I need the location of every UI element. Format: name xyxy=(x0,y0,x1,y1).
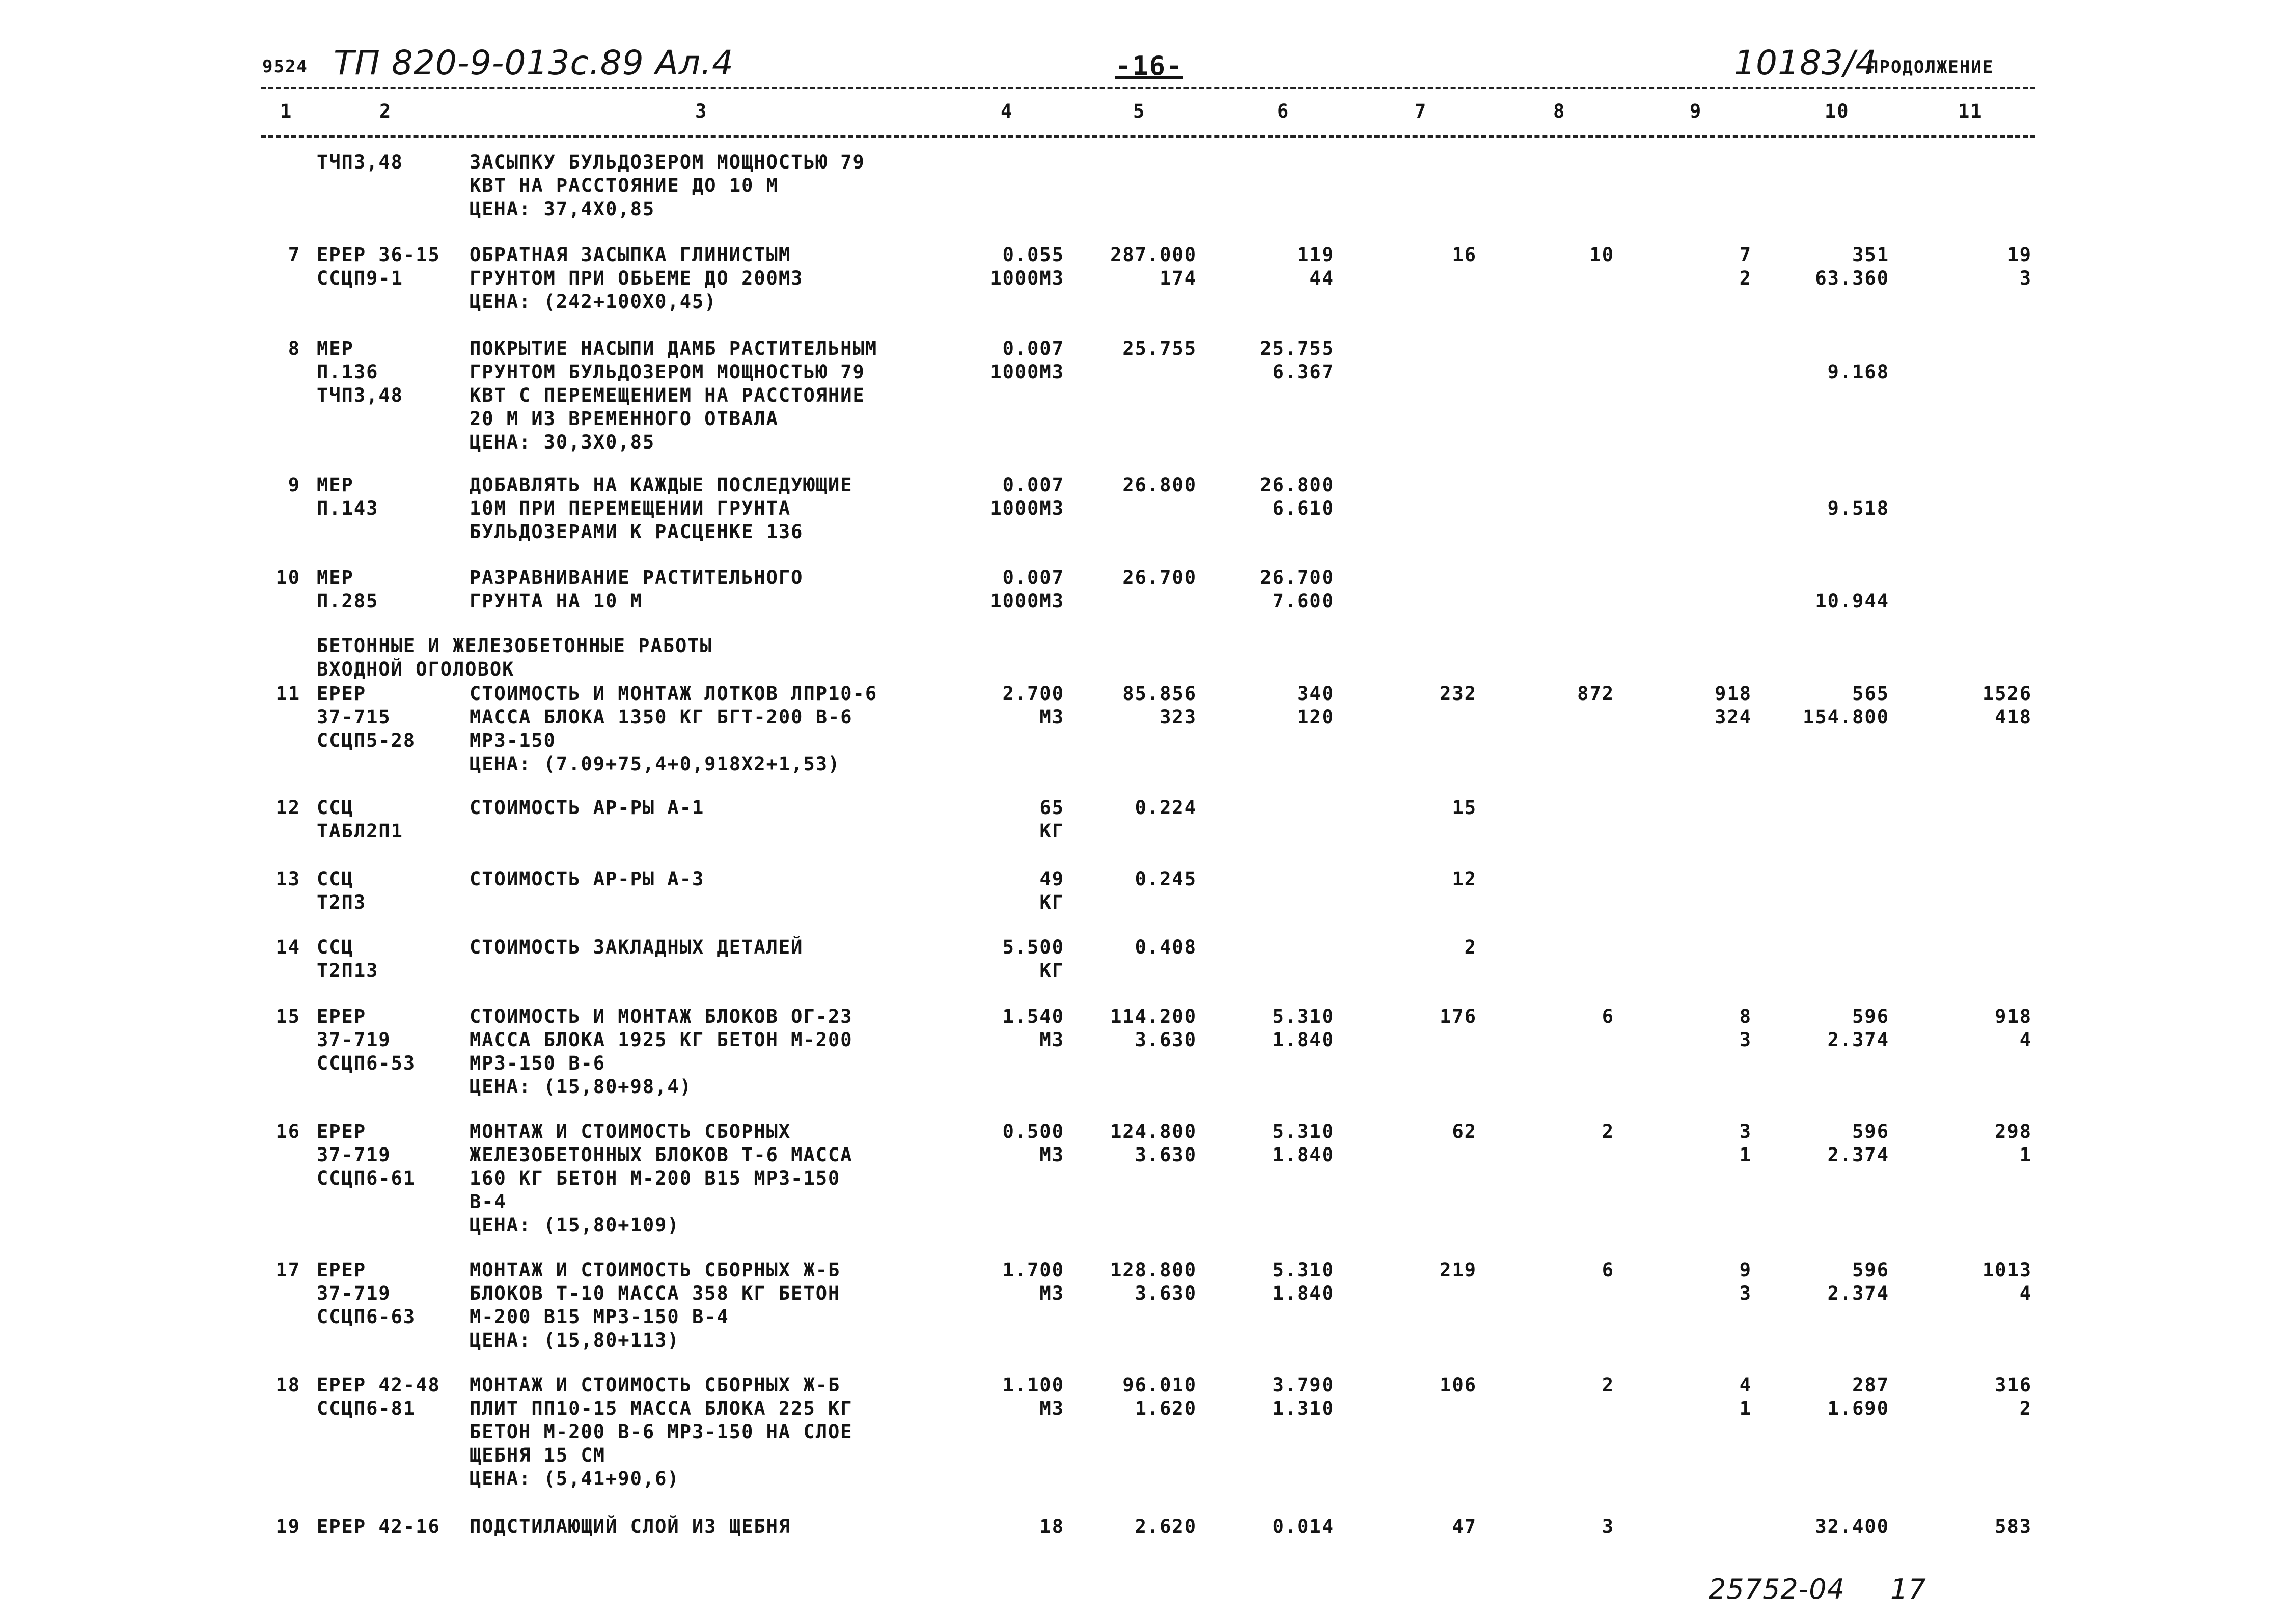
row-col11: 1526 418 xyxy=(1982,683,2032,728)
row-description: РАЗРАВНИВАНИЕ РАСТИТЕЛЬНОГО ГРУНТА НА 10 М xyxy=(470,567,804,612)
row-unit-cost: 114.200 3.630 xyxy=(1110,1005,1197,1051)
row-col7: 16 xyxy=(1452,244,1477,266)
section-heading: БЕТОННЫЕ И ЖЕЛЕЗОБЕТОННЫЕ РАБОТЫ ВХОДНОЙ ОГОЛОВОК xyxy=(317,635,712,680)
row-col7: 62 xyxy=(1452,1121,1477,1142)
column-number-9: 9 xyxy=(1690,100,1702,122)
row-col8: 10 xyxy=(1589,244,1614,266)
row-code: ЕРЕР 37-719 ССЦП6-53 xyxy=(317,1005,416,1074)
document-code: ТП 820-9-013с.89 Ал.4 xyxy=(334,43,734,82)
row-col6: 5.310 1.840 xyxy=(1272,1259,1334,1304)
row-col10: 9.518 xyxy=(1827,497,1889,519)
row-col7: 2 xyxy=(1464,936,1477,958)
row-unit-cost: 26.800 xyxy=(1122,474,1197,496)
row-col11: 583 xyxy=(1995,1516,2032,1537)
row-code: МЕР П.136 ТЧП3,48 xyxy=(317,338,403,406)
row-col8: 6 xyxy=(1602,1005,1614,1027)
row-quantity: 0.007 1000М3 xyxy=(990,567,1064,612)
row-unit-cost: 0.224 xyxy=(1135,797,1197,819)
row-code: ЕРЕР 42-48 ССЦП6-81 xyxy=(317,1374,440,1419)
row-description: ОБРАТНАЯ ЗАСЫПКА ГЛИНИСТЫМ ГРУНТОМ ПРИ ОБЬЕМЕ ДО 200М3 ЦЕНА: (242+100Х0,45) xyxy=(470,244,804,313)
row-description: СТОИМОСТЬ ЗАКЛАДНЫХ ДЕТАЛЕЙ xyxy=(470,936,804,958)
row-col9: 3 1 xyxy=(1739,1121,1752,1166)
row-description: МОНТАЖ И СТОИМОСТЬ СБОРНЫХ Ж-Б БЛОКОВ Т-10 МАССА 358 КГ БЕТОН М-200 В15 МР3-150 В-4 ЦЕНА: (15,80+113) xyxy=(470,1259,841,1351)
row-col7: 176 xyxy=(1440,1005,1477,1027)
row-col8: 3 xyxy=(1602,1516,1614,1537)
row-quantity: 5.500 КГ xyxy=(1002,936,1064,982)
row-col8: 6 xyxy=(1602,1259,1614,1281)
row-unit-cost: 25.755 xyxy=(1122,338,1197,359)
column-number-7: 7 xyxy=(1415,100,1427,122)
row-col7: 12 xyxy=(1452,868,1477,890)
row-col10: 351 63.360 xyxy=(1815,244,1889,289)
row-col9: 4 1 xyxy=(1739,1374,1752,1419)
row-col6: 119 44 xyxy=(1297,244,1334,289)
row-col10: 287 1.690 xyxy=(1827,1374,1889,1419)
row-col10: 9.168 xyxy=(1827,361,1889,383)
row-code: ЕРЕР 42-16 xyxy=(317,1516,440,1537)
row-unit-cost: 2.620 xyxy=(1135,1516,1197,1537)
row-col11: 1013 4 xyxy=(1982,1259,2032,1304)
row-quantity: 65 КГ xyxy=(1039,797,1064,842)
row-number: 14 xyxy=(276,936,300,958)
row-description: ДОБАВЛЯТЬ НА КАЖДЫЕ ПОСЛЕДУЮЩИЕ 10М ПРИ ПЕРЕМЕЩЕНИИ ГРУНТА БУЛЬДОЗЕРАМИ К РАСЦЕНКЕ 136 xyxy=(470,474,853,543)
row-unit-cost: 287.000 174 xyxy=(1110,244,1197,289)
row-col7: 15 xyxy=(1452,797,1477,819)
row-col7: 47 xyxy=(1452,1516,1477,1537)
row-quantity: 1.700 М3 xyxy=(1002,1259,1064,1304)
row-col6: 340 120 xyxy=(1297,683,1334,728)
row-code: МЕР П.143 xyxy=(317,474,379,519)
page-number: -16- xyxy=(1115,51,1183,81)
row-description: СТОИМОСТЬ АР-РЫ А-3 xyxy=(470,868,705,890)
row-number: 16 xyxy=(276,1121,300,1142)
row-col11: 316 2 xyxy=(1995,1374,2032,1419)
row-quantity: 0.007 1000М3 xyxy=(990,338,1064,383)
row-number: 8 xyxy=(288,338,300,359)
row-col6: 5.310 1.840 xyxy=(1272,1005,1334,1051)
row-description: ЗАСЫПКУ БУЛЬДОЗЕРОМ МОЩНОСТЬЮ 79 КВТ НА РАССТОЯНИЕ ДО 10 М ЦЕНА: 37,4Х0,85 xyxy=(470,151,865,220)
row-col6: 26.700 7.600 xyxy=(1260,567,1334,612)
row-col6: 26.800 6.610 xyxy=(1260,474,1334,519)
row-number: 13 xyxy=(276,868,300,890)
document-number: 10183/4 xyxy=(1734,43,1878,82)
row-quantity: 1.540 М3 xyxy=(1002,1005,1064,1051)
row-col10: 565 154.800 xyxy=(1803,683,1889,728)
column-number-10: 10 xyxy=(1825,100,1850,122)
row-description: СТОИМОСТЬ И МОНТАЖ ЛОТКОВ ЛПР10-6 МАССА БЛОКА 1350 КГ БГТ-200 В-6 МР3-150 ЦЕНА: (7.09+75,4+0,918Х2+1,53) xyxy=(470,683,878,775)
row-quantity: 1.100 М3 xyxy=(1002,1374,1064,1419)
row-quantity: 0.500 М3 xyxy=(1002,1121,1064,1166)
row-col6: 0.014 xyxy=(1272,1516,1334,1537)
row-col11: 918 4 xyxy=(1995,1005,2032,1051)
row-code: ЕРЕР 37-719 ССЦП6-61 xyxy=(317,1121,416,1189)
row-number: 19 xyxy=(276,1516,300,1537)
column-number-4: 4 xyxy=(1001,100,1013,122)
row-code: МЕР П.285 xyxy=(317,567,379,612)
row-quantity: 0.007 1000М3 xyxy=(990,474,1064,519)
row-col9: 9 3 xyxy=(1739,1259,1752,1304)
row-description: МОНТАЖ И СТОИМОСТЬ СБОРНЫХ ЖЕЛЕЗОБЕТОННЫХ БЛОКОВ Т-6 МАССА 160 КГ БЕТОН М-200 В15 МР3-150 В-4 ЦЕНА: (15,80+109) xyxy=(470,1121,853,1236)
row-unit-cost: 124.800 3.630 xyxy=(1110,1121,1197,1166)
header-rule-bottom xyxy=(261,135,2035,138)
column-number-6: 6 xyxy=(1277,100,1290,122)
row-col8: 2 xyxy=(1602,1374,1614,1396)
footer-stamp: 25752-04 xyxy=(1709,1573,1845,1605)
row-number: 7 xyxy=(288,244,300,266)
row-description: ПОКРЫТИЕ НАСЫПИ ДАМБ РАСТИТЕЛЬНЫМ ГРУНТОМ БУЛЬДОЗЕРОМ МОЩНОСТЬЮ 79 КВТ С ПЕРЕМЕЩЕНИЕМ НА РАССТОЯНИЕ 20 М ИЗ ВРЕМЕННОГО ОТВАЛА ЦЕНА: 30,3Х0,85 xyxy=(470,338,878,453)
row-col10: 10.944 xyxy=(1815,590,1889,612)
row-number: 11 xyxy=(276,683,300,705)
row-unit-cost: 0.408 xyxy=(1135,936,1197,958)
row-unit-cost: 85.856 323 xyxy=(1122,683,1197,728)
row-col6: 25.755 6.367 xyxy=(1260,338,1334,383)
row-col7: 106 xyxy=(1440,1374,1477,1396)
row-quantity: 2.700 М3 xyxy=(1002,683,1064,728)
row-col7: 219 xyxy=(1440,1259,1477,1281)
row-col9: 8 3 xyxy=(1739,1005,1752,1051)
column-number-8: 8 xyxy=(1553,100,1566,122)
row-number: 10 xyxy=(276,567,300,589)
row-unit-cost: 26.700 xyxy=(1122,567,1197,589)
row-unit-cost: 96.010 1.620 xyxy=(1122,1374,1197,1419)
continuation-label: ПРОДОЛЖЕНИЕ xyxy=(1868,57,1994,77)
row-number: 9 xyxy=(288,474,300,496)
column-number-2: 2 xyxy=(379,100,392,122)
row-number: 17 xyxy=(276,1259,300,1281)
row-col8: 872 xyxy=(1577,683,1614,705)
row-col6: 3.790 1.310 xyxy=(1272,1374,1334,1419)
footer-sheet-number: 17 xyxy=(1890,1573,1926,1605)
row-col11: 19 3 xyxy=(2007,244,2032,289)
row-col9: 918 324 xyxy=(1715,683,1752,728)
row-unit-cost: 0.245 xyxy=(1135,868,1197,890)
column-number-1: 1 xyxy=(280,100,293,122)
row-quantity: 0.055 1000М3 xyxy=(990,244,1064,289)
row-code: ЕРЕР 37-719 ССЦП6-63 xyxy=(317,1259,416,1328)
row-code: ЕРЕР 37-715 ССЦП5-28 xyxy=(317,683,416,751)
row-description: ПОДСТИЛАЮЩИЙ СЛОЙ ИЗ ЩЕБНЯ xyxy=(470,1516,791,1537)
row-number: 15 xyxy=(276,1005,300,1027)
row-code: ССЦ ТАБЛ2П1 xyxy=(317,797,403,842)
row-code: ТЧП3,48 xyxy=(317,151,403,173)
archive-prefix: 9524 xyxy=(262,57,308,77)
row-number: 12 xyxy=(276,797,300,819)
row-col6: 5.310 1.840 xyxy=(1272,1121,1334,1166)
row-code: ЕРЕР 36-15 ССЦП9-1 xyxy=(317,244,440,289)
row-col10: 32.400 xyxy=(1815,1516,1889,1537)
row-col7: 232 xyxy=(1440,683,1477,705)
row-col11: 298 1 xyxy=(1995,1121,2032,1166)
row-code: ССЦ Т2П3 xyxy=(317,868,367,913)
column-number-3: 3 xyxy=(695,100,708,122)
row-unit-cost: 128.800 3.630 xyxy=(1110,1259,1197,1304)
row-quantity: 49 КГ xyxy=(1039,868,1064,913)
row-col9: 7 2 xyxy=(1739,244,1752,289)
row-quantity: 18 xyxy=(1039,1516,1064,1537)
row-description: МОНТАЖ И СТОИМОСТЬ СБОРНЫХ Ж-Б ПЛИТ ПП10-15 МАССА БЛОКА 225 КГ БЕТОН М-200 В-6 МР3-150 НА СЛОЕ ЩЕБНЯ 15 СМ ЦЕНА: (5,41+90,6) xyxy=(470,1374,853,1490)
row-col10: 596 2.374 xyxy=(1827,1005,1889,1051)
header-rule-top xyxy=(261,87,2035,89)
row-col10: 596 2.374 xyxy=(1827,1121,1889,1166)
row-description: СТОИМОСТЬ АР-РЫ А-1 xyxy=(470,797,705,819)
column-number-11: 11 xyxy=(1958,100,1983,122)
column-number-5: 5 xyxy=(1133,100,1146,122)
row-description: СТОИМОСТЬ И МОНТАЖ БЛОКОВ ОГ-23 МАССА БЛОКА 1925 КГ БЕТОН М-200 МР3-150 В-6 ЦЕНА: (15,80+98,4) xyxy=(470,1005,853,1098)
row-col10: 596 2.374 xyxy=(1827,1259,1889,1304)
row-number: 18 xyxy=(276,1374,300,1396)
row-code: ССЦ Т2П13 xyxy=(317,936,379,982)
row-col8: 2 xyxy=(1602,1121,1614,1142)
